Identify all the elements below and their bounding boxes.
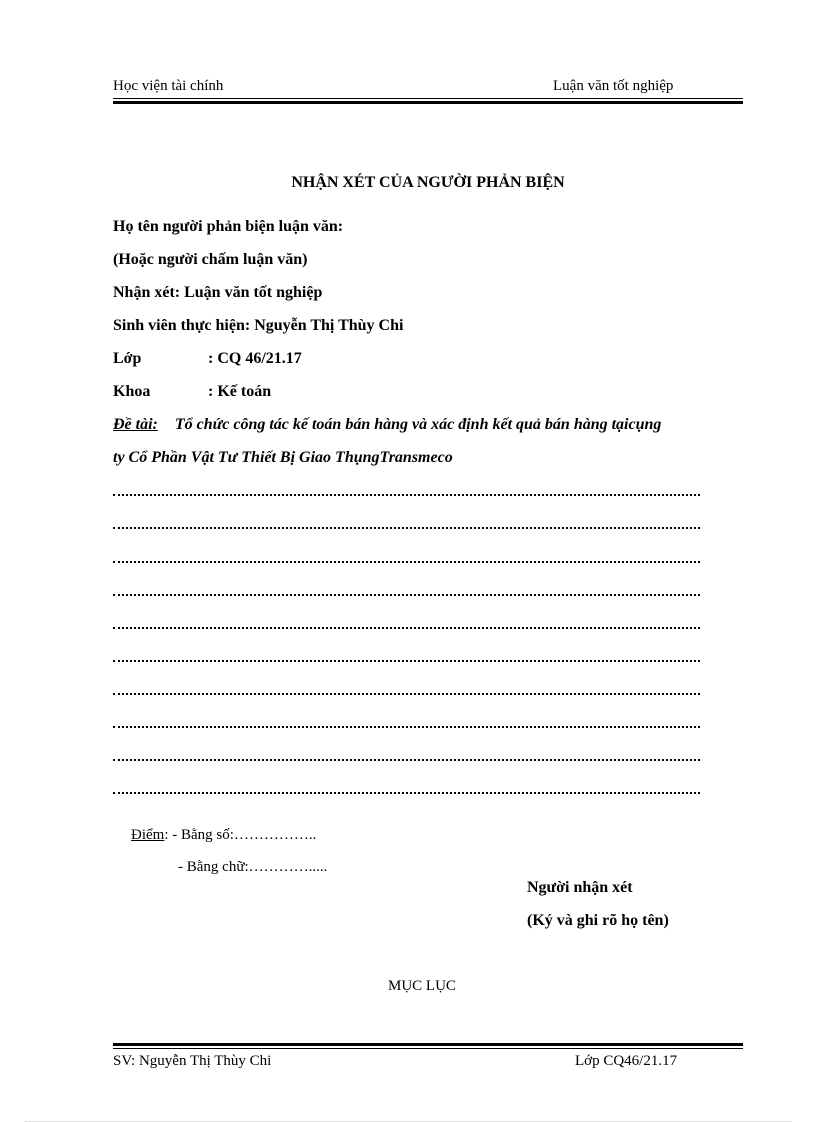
footer-class: Lớp CQ46/21.17 (575, 1053, 678, 1069)
header-institution: Học viện tài chính (113, 78, 224, 94)
topic-text-1: Tổ chức công tác kế toán bán hàng và xác định kết quả bán hàng tạicụng (174, 416, 662, 433)
signature-title: Người nhận xét (527, 879, 633, 896)
dotted-line (113, 561, 700, 563)
score-by-number (131, 827, 316, 844)
header-doc-type: Luận văn tốt nghiệp (553, 78, 674, 94)
reviewer-line: Họ tên người phản biện luận văn: (113, 218, 344, 235)
score-label: Điểm (131, 827, 165, 843)
signature-note: (Ký và ghi rõ họ tên) (527, 912, 669, 929)
dotted-line (113, 792, 700, 794)
dotted-line (113, 627, 700, 629)
footer-rule-thick (113, 1043, 743, 1046)
page-edge-dots (25, 1121, 791, 1122)
class-line (113, 350, 302, 368)
faculty-line (113, 383, 271, 401)
footer-rule-thin (113, 1048, 743, 1049)
dotted-line (113, 693, 700, 695)
toc-title: MỤC LỤC (388, 978, 456, 994)
faculty-label: Khoa (113, 383, 151, 400)
class-value: : CQ 46/21.17 (208, 350, 302, 367)
header-rule-thin (113, 98, 743, 99)
class-label: Lớp (113, 350, 142, 367)
topic-line-2 (113, 449, 453, 467)
footer-student: SV: Nguyễn Thị Thùy Chi (113, 1053, 272, 1069)
dotted-line (113, 759, 700, 761)
dotted-line (113, 660, 700, 662)
page-title: NHẬN XÉT CỦA NGƯỜI PHẢN BIỆN (291, 174, 565, 191)
faculty-value: : Kế toán (208, 383, 272, 400)
dotted-line (113, 494, 700, 496)
score-by-words: - Bằng chữ:…………..... (178, 859, 328, 875)
topic-line (113, 416, 661, 434)
score-by-number-text: : - Bằng số:…………….. (164, 827, 317, 843)
comment-line: Nhận xét: Luận văn tốt nghiệp (113, 284, 323, 301)
dotted-line (113, 726, 700, 728)
topic-label: Đề tài: (113, 416, 158, 433)
topic-text-2: ty Cổ Phần Vật Tư Thiết Bị Giao ThụngTransmeco (113, 449, 453, 466)
dotted-line (113, 527, 700, 529)
dotted-line (113, 594, 700, 596)
alt-reviewer-line: (Hoặc người chấm luận văn) (113, 251, 308, 268)
student-line: Sinh viên thực hiện: Nguyễn Thị Thùy Chi (113, 317, 404, 334)
header-rule-thick (113, 101, 743, 104)
